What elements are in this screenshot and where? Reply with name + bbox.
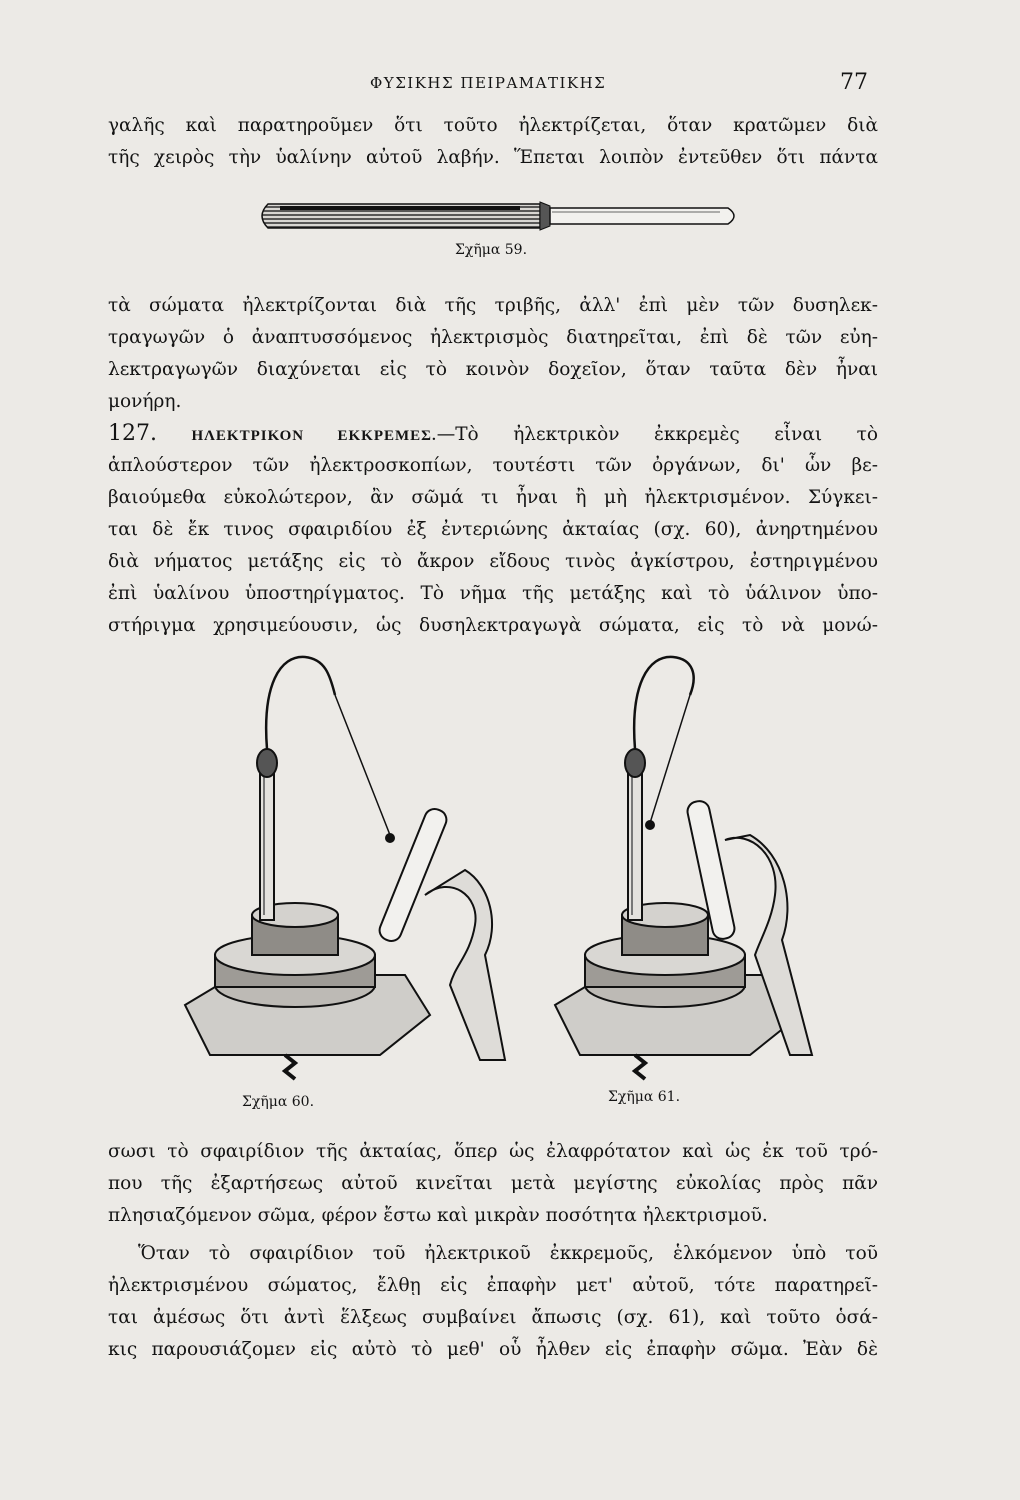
figure-60-pendulum-illustration — [180, 655, 520, 1085]
text-line: τὰ σώματα ἠλεκτρίζονται διὰ τῆς τριβῆς, ἀλλ' ἐπὶ μὲν τῶν δυσηλεκ- — [108, 295, 878, 316]
running-title: ΦΥΣΙΚΗΣ ΠΕΙΡΑΜΑΤΙΚΗΣ — [370, 74, 607, 92]
figure-61-pendulum-illustration — [550, 655, 890, 1085]
text-line: τῆς χειρὸς τὴν ὑαλίνην αὐτοῦ λαβήν. Ἕπεται λοιπὸν ἐντεῦθεν ὅτι πάντα — [108, 147, 878, 168]
figure-59-caption: Σχῆμα 59. — [455, 242, 528, 258]
text-line: στήριγμα χρησιμεύουσιν, ὡς δυσηλεκτραγωγὰ σώματα, εἰς τὸ νὰ μονώ- — [108, 615, 878, 636]
section-heading-line — [108, 422, 878, 448]
text-line: κις παρουσιάζομεν εἰς αὐτὸ τὸ μεθ' οὗ ἦλθεν εἰς ἐπαφὴν σῶμα. Ἐὰν δὲ — [108, 1339, 878, 1360]
figure-59-rod-illustration — [250, 194, 750, 240]
text-line: τραγωγῶν ὁ ἀναπτυσσόμενος ἠλεκτρισμὸς διατηρεῖται, ἐπὶ δὲ τῶν εὐη- — [108, 327, 878, 348]
section-number: 127. — [108, 421, 157, 446]
figure-61-caption: Σχῆμα 61. — [608, 1089, 681, 1105]
text-line: ἁπλούστερον τῶν ἠλεκτροσκοπίων, τουτέστι τῶν ὀργάνων, δι' ὧν βε- — [108, 455, 878, 476]
text-line: γαλῆς καὶ παρατηροῦμεν ὅτι τοῦτο ἠλεκτρίζεται, ὅταν κρατῶμεν διὰ — [108, 115, 878, 136]
text-line: μονήρη. — [108, 391, 182, 412]
section-first-line: —Τὸ ἠλεκτρικὸν ἐκκρεμὲς εἶναι τὸ — [436, 424, 878, 445]
figure-60-caption: Σχῆμα 60. — [242, 1094, 315, 1110]
running-header — [108, 70, 868, 100]
text-line: Ὅταν τὸ σφαιρίδιον τοῦ ἠλεκτρικοῦ ἐκκρεμοῦς, ἑλκόμενον ὑπὸ τοῦ — [138, 1243, 878, 1264]
text-line: ἠλεκτρισμένου σώματος, ἔλθῃ εἰς ἐπαφὴν μετ' αὐτοῦ, τότε παρατηρεῖ- — [108, 1275, 878, 1296]
text-line: βαιούμεθα εὐκολώτερον, ἂν σῶμά τι ἦναι ἢ μὴ ἠλεκτρισμένον. Σύγκει- — [108, 487, 878, 508]
text-line: ται ἀμέσως ὅτι ἀντὶ ἕλξεως συμβαίνει ἄπωσις (σχ. 61), καὶ τοῦτο ὁσά- — [108, 1307, 878, 1328]
text-line: πλησιαζόμενον σῶμα, φέρον ἔστω καὶ μικρὰν ποσότητα ἠλεκτρισμοῦ. — [108, 1205, 768, 1226]
section-title: ΗΛΕΚΤΡΙΚΟΝ ΕΚΚΡΕΜΕΣ. — [191, 428, 437, 444]
text-line: διὰ νήματος μετάξης εἰς τὸ ἄκρον εἴδους τινὸς ἀγκίστρου, ἐστηριγμένου — [108, 551, 878, 572]
text-line: ἐπὶ ὑαλίνου ὑποστηρίγματος. Τὸ νῆμα τῆς μετάξης καὶ τὸ ὑάλινον ὑπο- — [108, 583, 878, 604]
text-line: που τῆς ἐξαρτήσεως αὐτοῦ κινεῖται μετὰ μεγίστης εὐκολίας πρὸς πᾶν — [108, 1173, 878, 1194]
text-line: σωσι τὸ σφαιρίδιον τῆς ἀκταίας, ὅπερ ὡς ἐλαφρότατον καὶ ὡς ἐκ τοῦ τρό- — [108, 1141, 878, 1162]
text-line: λεκτραγωγῶν διαχύνεται εἰς τὸ κοινὸν δοχεῖον, ὅταν ταῦτα δὲν ἦναι — [108, 359, 878, 380]
text-line: ται δὲ ἔκ τινος σφαιριδίου ἐξ ἐντεριώνης ἀκταίας (σχ. 60), ἀνηρτημένου — [108, 519, 878, 540]
page-number: 77 — [840, 70, 868, 95]
